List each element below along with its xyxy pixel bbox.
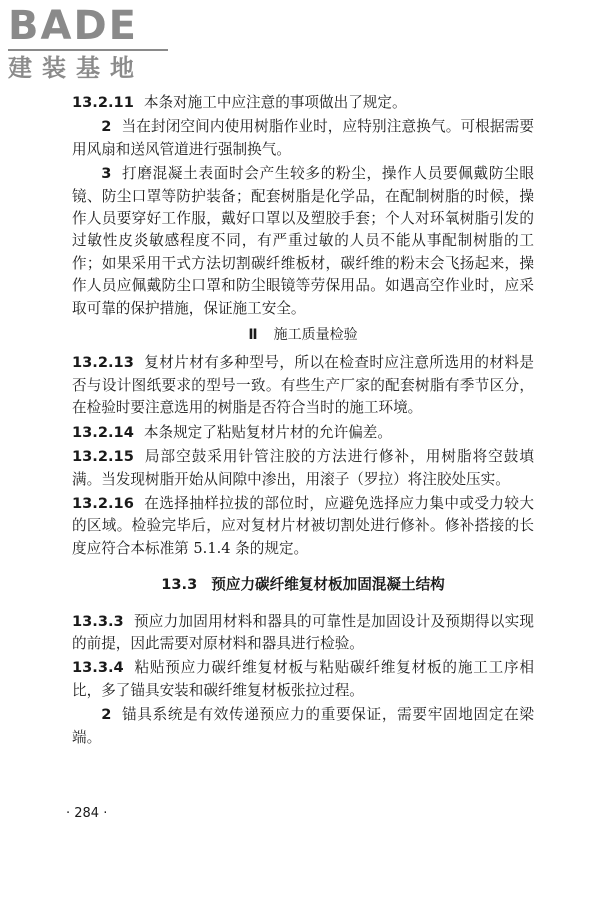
section-title: 预应力碳纤维复材板加固混凝土结构 <box>211 576 445 594</box>
item-text: 打磨混凝土表面时会产生较多的粉尘，操作人员要佩戴防尘眼镜、防尘口罩等防护装备；配套树脂是化学品，在配制树脂的时候，操作人员要穿好工作服，戴好口罩以及塑胶手套；个人对环氧树脂引发的过敏性皮炎敏感程度不同，有严重过敏的人员不能从事配制树脂的工作；如果采用干式方法切割碳纤维板材，碳纤维的粉末会飞扬起来，操作人员应佩戴防尘口罩和防尘眼镜等劳保用品。如遇高空作业时，应采取可靠的保护措施，保证施工安全。 <box>72 165 534 317</box>
clause-13-2-16 <box>72 493 534 560</box>
clause-item-2-b <box>72 704 534 749</box>
item-number: 2 <box>101 706 112 724</box>
item-number: 3 <box>101 165 112 183</box>
clause-text: 本条对施工中应注意的事项做出了规定。 <box>143 94 407 111</box>
logo-wordmark: BADE <box>8 3 138 49</box>
clause-13-2-13 <box>72 352 534 419</box>
clause-number: 13.3.3 <box>72 612 124 630</box>
clause-number: 13.2.14 <box>72 423 134 441</box>
site-logo <box>8 4 168 82</box>
subsection-heading <box>72 324 534 346</box>
clause-13-3-3 <box>72 611 534 656</box>
item-text: 当在封闭空间内使用树脂作业时，应特别注意换气。可根据需要用风扇和送风管道进行强制换气。 <box>72 118 534 158</box>
clause-text: 本条规定了粘贴复材片材的允许偏差。 <box>143 423 392 441</box>
clause-number: 13.2.11 <box>72 94 134 111</box>
clause-13-3-4 <box>72 657 534 702</box>
clause-text: 复材片材有多种型号，所以在检查时应注意所选用的材料是否与设计图纸要求的型号一致。有些生产厂家的配套树脂有季节区分，在检验时要注意选用的树脂是否符合当时的施工环境。 <box>72 354 534 417</box>
item-number: 2 <box>101 118 112 136</box>
subsection-title: 施工质量检验 <box>273 327 358 344</box>
clause-number: 13.2.15 <box>72 448 134 466</box>
section-heading <box>72 574 534 596</box>
item-text: 锚具系统是有效传递预应力的重要保证，需要牢固地固定在梁端。 <box>72 706 534 746</box>
logo-divider <box>8 49 168 51</box>
subsection-numeral: Ⅱ <box>248 327 258 344</box>
clause-text: 局部空鼓采用针管注胶的方法进行修补，用树脂将空鼓填满。当发现树脂开始从间隙中渗出，用滚子（罗拉）将注胶处压实。 <box>72 448 534 488</box>
clause-text: 预应力加固用材料和器具的可靠性是加固设计及预期得以实现的前提，因此需要对原材料和器具进行检验。 <box>72 612 534 652</box>
clause-item-2 <box>72 116 534 161</box>
clause-number: 13.2.13 <box>72 354 134 372</box>
clause-item-3 <box>72 163 534 320</box>
document-body <box>72 92 534 751</box>
logo-subtitle: 建装基地 <box>8 54 144 82</box>
clause-number: 13.3.4 <box>72 659 124 677</box>
clause-13-2-11 <box>72 92 534 114</box>
clause-text: 粘贴预应力碳纤维复材板与粘贴碳纤维复材板的施工工序相比，多了锚具安装和碳纤维复材板张拉过程。 <box>72 659 534 699</box>
clause-13-2-14 <box>72 422 534 444</box>
page-number: · 284 · <box>66 806 108 821</box>
clause-text: 在选择抽样拉拔的部位时，应避免选择应力集中或受力较大的区域。检验完毕后，应对复材片材被切割处进行修补。修补搭接的长度应符合本标准第 5.1.4 条的规定。 <box>72 494 534 557</box>
section-number: 13.3 <box>161 576 198 594</box>
clause-number: 13.2.16 <box>72 494 134 512</box>
clause-13-2-15 <box>72 446 534 491</box>
